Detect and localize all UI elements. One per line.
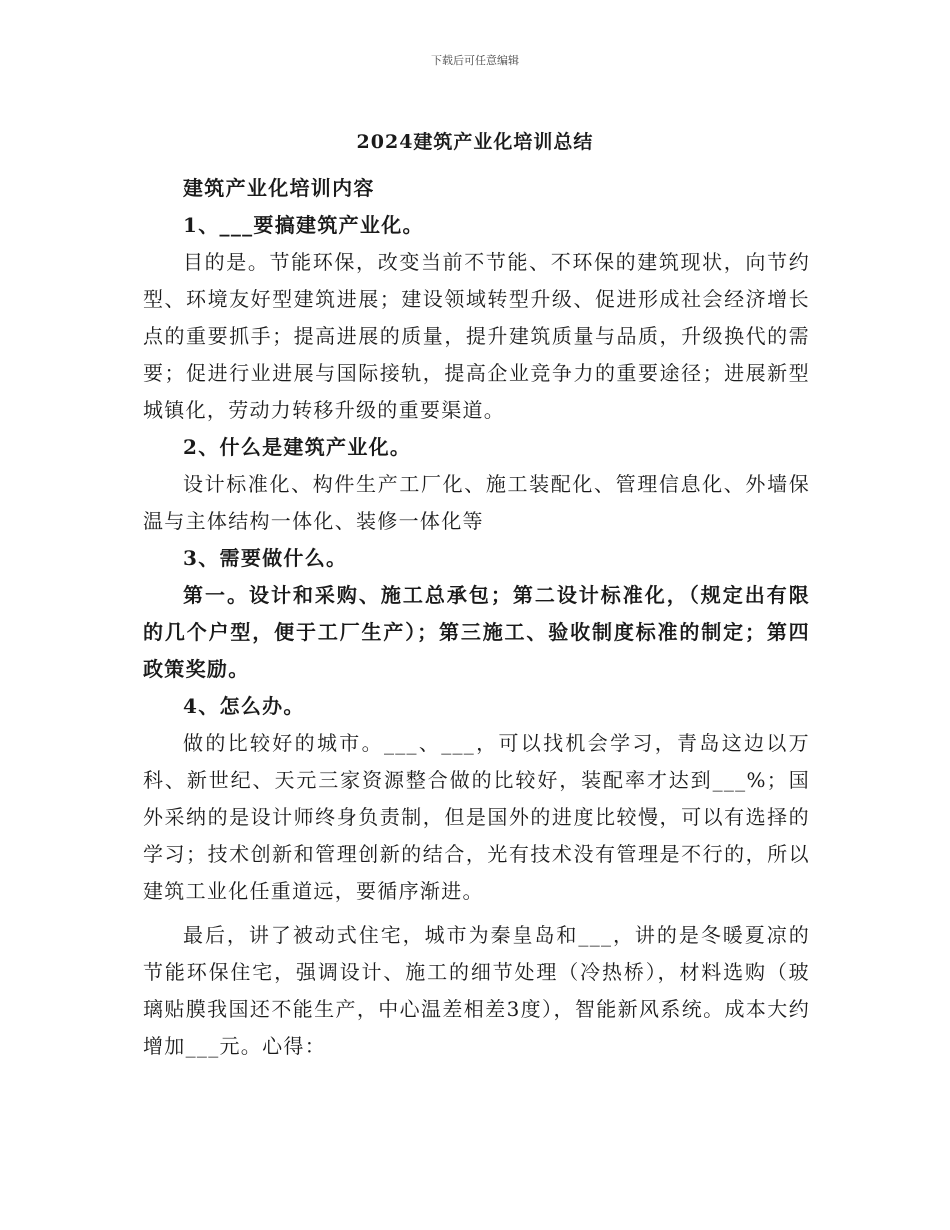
page-header-note: 下载后可任意编辑 [431,54,519,67]
section-heading-content: 建筑产业化培训内容 [183,176,375,200]
section-heading-2: 2、什么是建筑产业化。 [183,435,412,459]
document-title: 2024建筑产业化培训总结 [356,131,594,153]
paragraph-requirements: 第一。设计和采购、施工总承包；第二设计标准化，（规定出有限的几个户型，便于工厂生产）；第三施工、验收制度标准的制定；第四政策奖励。 [143,583,810,681]
paragraph-how-to: 做的比较好的城市。___、___，可以找机会学习，青岛这边以万科、新世纪、天元三家资源整合做的比较好，装配率才达到___%；国外采纳的是设计师终身负责制，但是国外的进度比较慢，可以有选择的学习；技术创新和管理创新的结合，光有技术没有管理是不行的，所以建筑工业化任重道远，要循序渐进。 [143,731,810,903]
section-heading-1: 1、___要搞建筑产业化。 [183,213,424,237]
section-heading-3: 3、需要做什么。 [183,546,348,570]
document-body [143,170,810,1065]
paragraph-conclusion: 最后，讲了被动式住宅，城市为秦皇岛和___，讲的是冬暖夏凉的节能环保住宅，强调设计、施工的细节处理（冷热桥），材料选购（玻璃贴膜我国还不能生产，中心温差相差3度），智能新风系统。成本大约增加___元。心得： [143,923,810,1058]
section-heading-4: 4、怎么办。 [183,694,305,718]
paragraph-purpose: 目的是。节能环保，改变当前不节能、不环保的建筑现状，向节约型、环境友好型建筑进展；建设领域转型升级、促进形成社会经济增长点的重要抓手；提高进展的质量，提升建筑质量与品质，升级换代的需要；促进行业进展与国际接轨，提高企业竞争力的重要途径；进展新型城镇化，劳动力转移升级的重要渠道。 [143,250,810,422]
paragraph-definition: 设计标准化、构件生产工厂化、施工装配化、管理信息化、外墙保温与主体结构一体化、装修一体化等 [143,472,810,533]
